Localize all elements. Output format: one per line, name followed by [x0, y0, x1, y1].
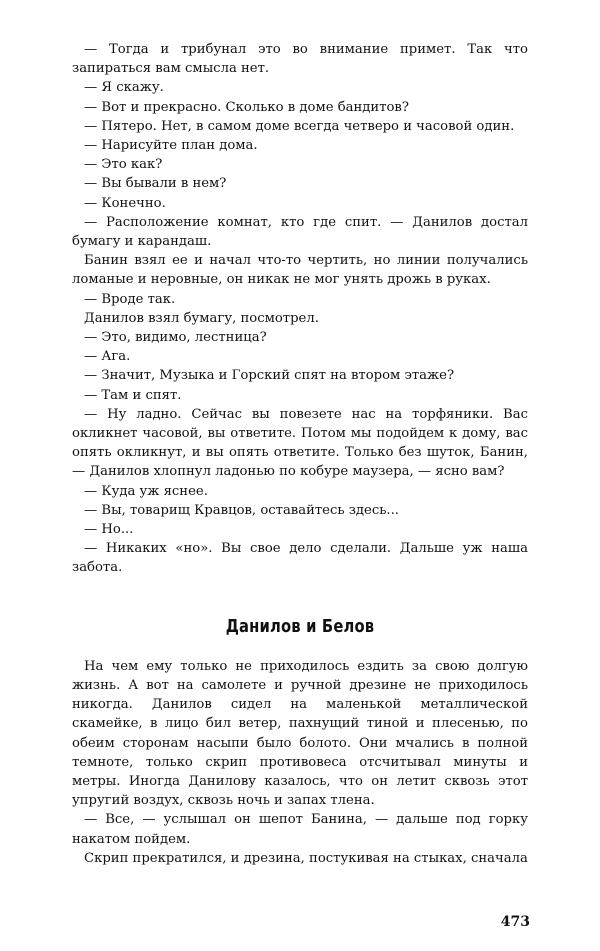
- dialogue-line: — Вот и прекрасно. Сколько в доме бандитов?: [84, 99, 409, 115]
- dialogue-line: — Ага.: [84, 349, 131, 365]
- dialogue-line: — Там и спят.: [84, 387, 182, 403]
- dialogue-line: — Вы бывали в нем?: [84, 176, 227, 192]
- page-number: 473: [500, 914, 530, 930]
- dialogue-block: [72, 40, 528, 578]
- dialogue-line: — Это как?: [84, 157, 163, 173]
- dialogue-line: — Значит, Музыка и Горский спят на втором этаже?: [84, 368, 455, 384]
- dialogue-line: — Но...: [84, 522, 134, 538]
- dialogue-line: — Это, видимо, лестница?: [84, 330, 267, 346]
- dialogue-line: — Нарисуйте план дома.: [84, 138, 258, 154]
- chapter-title: Данилов и Белов: [225, 615, 375, 637]
- dialogue-line: — Куда уж яснее.: [84, 483, 208, 499]
- book-page: [72, 40, 528, 868]
- dialogue-line: — Пятеро. Нет, в самом доме всегда четверо и часовой один.: [84, 118, 515, 134]
- narrative-paragraph: Данилов взял бумагу, посмотрел.: [84, 310, 319, 326]
- dialogue-line: — Вы, товарищ Кравцов, оставайтесь здесь...: [84, 502, 399, 518]
- narrative-paragraph: Банин взял ее и начал что-то чертить, но линии получались ломаные и неровные, он никак не мог унять дрожь в руках.: [72, 253, 528, 288]
- chapter-body: [72, 657, 528, 868]
- chapter-paragraph: На чем ему только не приходилось ездить за свою долгую жизнь. А вот на самолете и ручной дрезине не приходилось никогда. Данилов сидел на маленькой металлической скамейке, в лицо бил ветер, пахнущий тиной и плесенью, по обеим сторонам насыпи было болото. Они мчались в полной темноте, только скрип противовеса отсчитывал минуты и метры. Иногда Данилову казалось, что он летит сквозь этот упругий воздух, сквозь ночь и запах тлена.: [72, 658, 528, 809]
- chapter-paragraph: — Все, — услышал он шепот Банина, — дальше под горку накатом пойдем.: [72, 812, 528, 847]
- section-spacer: [72, 578, 528, 616]
- dialogue-line: — Конечно.: [84, 195, 166, 211]
- dialogue-line: — Вроде так.: [84, 291, 176, 307]
- dialogue-line: — Расположение комнат, кто где спит. — Данилов достал бумагу и карандаш.: [72, 214, 528, 250]
- chapter-paragraph: Скрип прекратился, и дрезина, постукивая на стыках, сначала: [84, 850, 528, 866]
- dialogue-line: — Я скажу.: [84, 80, 164, 96]
- dialogue-line: — Тогда и трибунал это во внимание примет. Так что запираться вам смысла нет.: [72, 42, 528, 77]
- dialogue-line: — Никаких «но». Вы свое дело сделали. Дальше уж наша забота.: [72, 541, 528, 576]
- dialogue-line: — Ну ладно. Сейчас вы повезете нас на торфяники. Вас окликнет часовой, вы ответите. Потом мы подойдем к дому, вас опять окликнут, и вы опять ответите. Только без шуток, Банин, — Данилов хлопнул ладонью по кобуре маузера, — ясно вам?: [72, 406, 528, 480]
